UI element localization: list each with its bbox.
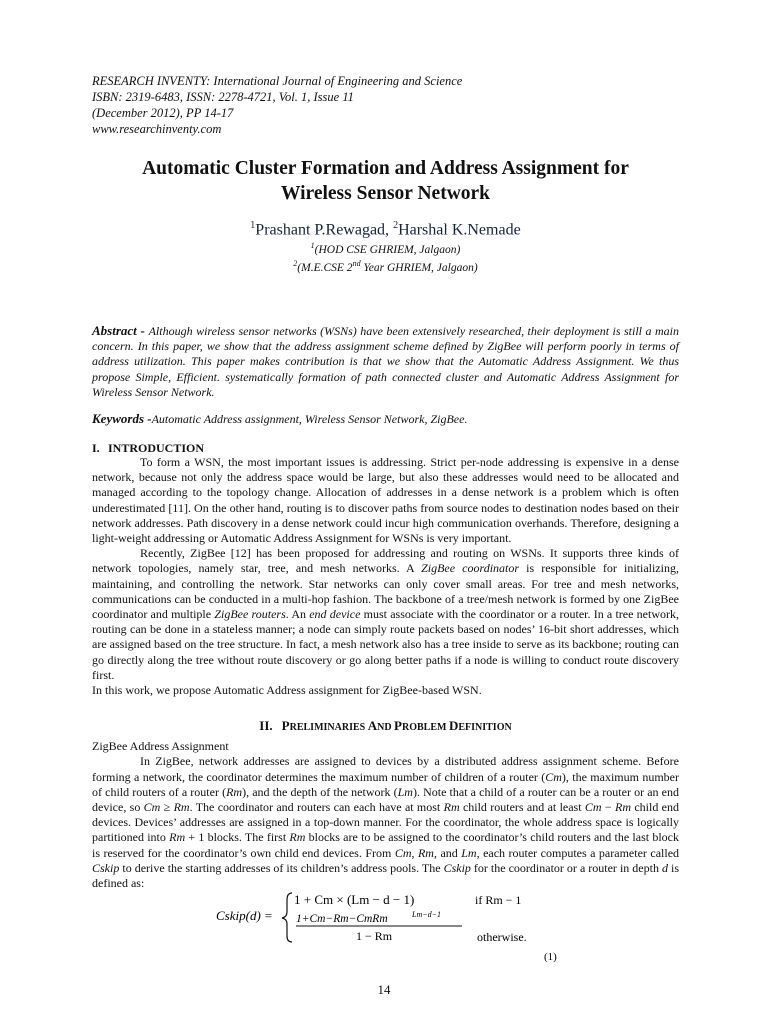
s2-text-o: to derive the starting addresses of its children’s address pools. The bbox=[119, 860, 444, 875]
s2-text-m: , and bbox=[433, 845, 462, 860]
subsection-title: ZigBee Address Assignment bbox=[92, 739, 229, 754]
affiliation-2 bbox=[92, 257, 679, 275]
intro-p2-text-d: must associate with the coordinator or a router. In a tree network, routing can be done in a stateless manner; a node can simply route packets based on nodes’ 16-bit short addresses, which are assigned based on the tree structure. In fact, a mesh network also has a tree inside to serve as its backbone; routing can go directly along the tree without route discovery or go along better paths if a node is willing to conduct route discovery first. bbox=[92, 607, 680, 682]
author-2-mark: 2 bbox=[393, 220, 399, 231]
heading-cap-a: A bbox=[367, 718, 378, 734]
heading-cap-d: D bbox=[448, 718, 459, 734]
journal-name: RESEARCH INVENTY: International Journal of Engineering and Science bbox=[92, 74, 463, 88]
var-cm: Cm bbox=[584, 800, 602, 815]
var-rm: Rm bbox=[289, 830, 306, 845]
paper-page bbox=[92, 73, 679, 891]
affiliation-2-text-b: Year GHRIEM, Jalgaon) bbox=[360, 261, 478, 274]
journal-header bbox=[92, 73, 679, 137]
equation-case-2-numerator: 1+Cm−Rm−CmRm bbox=[296, 913, 388, 925]
section-1-title: INTRODUCTION bbox=[108, 441, 205, 455]
affiliation-1 bbox=[92, 239, 679, 257]
var-cm: Cm bbox=[394, 845, 412, 860]
keywords bbox=[92, 411, 679, 427]
term-zigbee-routers: ZigBee routers bbox=[214, 607, 286, 622]
s2-text-n: , each router computes a parameter called bbox=[476, 845, 680, 860]
journal-url[interactable]: www.researchinventy.com bbox=[92, 122, 222, 136]
section-1-number: I. bbox=[92, 441, 100, 455]
page-number: 14 bbox=[377, 982, 391, 997]
s2-text-d: ). Note that a child of a router can be a router or an end device, so bbox=[92, 784, 679, 815]
affiliation-2-ordinal: nd bbox=[352, 259, 361, 269]
equation-case-2-exponent: Lm−d−1 bbox=[412, 910, 442, 919]
section-1-heading bbox=[92, 442, 679, 455]
term-zigbee-coordinator: ZigBee coordinator bbox=[421, 561, 520, 576]
var-rm: Rm bbox=[615, 800, 632, 815]
term-end-device: end device bbox=[309, 607, 361, 622]
affiliation-1-text: (HOD CSE GHRIEM, Jalgaon) bbox=[314, 244, 461, 257]
author-1-mark: 1 bbox=[250, 220, 256, 231]
var-cm: Cm bbox=[143, 800, 161, 815]
paper-title bbox=[92, 156, 679, 206]
s2-text-b: ), the maximum number of child routers of a router ( bbox=[92, 769, 679, 799]
var-rm: Rm bbox=[173, 800, 190, 815]
s2-text-l: , bbox=[411, 845, 418, 860]
var-cskip: Cskip bbox=[92, 860, 120, 875]
heading-cap-p2: P bbox=[394, 718, 402, 734]
section-2-number: II. bbox=[259, 718, 273, 734]
intro-paragraph-1: To form a WSN, the most important issues is addressing. Strict per-node addressing is expensive in a dense network, because not only the address space would be large, but also these addresses would need to be allocated and managed according to the topology change. Allocation of addresses in a dense network is a problem which is often underestimated [11]. On the other hand, routing is to discover paths from source nodes to destination nodes based on their network addresses. Path discovery in a dense network could incur high communication overhands. Therefore, designing a light-weight addressing or Automatic Address Assignment for WSNs is very important. bbox=[92, 455, 679, 546]
s2-text-f: . The coordinator and routers can each have at most bbox=[189, 800, 444, 815]
abstract-text: Although wireless sensor networks (WSNs) have been extensively researched, their deployment is still a main concern. In this paper, we show that the address assignment scheme defined by ZigBee will perform poorly in terms of address utilization. This paper makes contribution is that we show that the Automatic Address Assignment. We thus propose Simple, Efficient. systematically formation of path connected cluster and Automatic Address Assignment for Wireless Sensor Network. bbox=[92, 323, 679, 399]
s2-text-h: − bbox=[601, 800, 616, 815]
equation-brace bbox=[282, 893, 292, 942]
equation-case-2-denominator: 1 − Rm bbox=[356, 929, 393, 943]
equation-number: (1) bbox=[544, 951, 557, 963]
journal-issn: ISBN: 2319-6483, ISSN: 2278-4721, Vol. 1, Issue 11 bbox=[92, 90, 354, 104]
affiliation-2-mark: 2 bbox=[293, 259, 298, 269]
title-line-1: Automatic Cluster Formation and Address Assignment for bbox=[142, 158, 629, 179]
affiliation-1-mark: 1 bbox=[310, 241, 315, 251]
s2-text-j: + 1 blocks. The first bbox=[185, 830, 290, 845]
var-lm: Lm bbox=[397, 784, 413, 799]
author-list bbox=[92, 217, 679, 239]
var-d: d bbox=[661, 860, 668, 875]
equation-condition-1: if Rm − 1 bbox=[475, 893, 522, 907]
var-rm: Rm bbox=[443, 800, 460, 815]
heading-sc-4: EFINITION bbox=[458, 722, 512, 734]
var-cm: Cm bbox=[545, 769, 562, 784]
author-2: Harshal K.Nemade bbox=[398, 221, 521, 239]
intro-paragraph-2 bbox=[92, 546, 679, 683]
affiliation-2-text-a: (M.E.CSE 2 bbox=[297, 261, 353, 274]
heading-sc-2: ND bbox=[377, 722, 395, 734]
heading-cap-p: P bbox=[281, 718, 290, 734]
var-lm: Lm bbox=[461, 845, 477, 860]
heading-sc-1: RELIMINARIES bbox=[289, 722, 368, 734]
var-rm: Rm bbox=[226, 784, 243, 799]
keywords-text: Automatic Address assignment, Wireless Sensor Network, ZigBee. bbox=[151, 412, 468, 426]
author-1: Prashant P.Rewagad, bbox=[255, 221, 394, 239]
s2-text-q: is defined as: bbox=[92, 860, 679, 891]
s2-text-k: blocks are to be assigned to the coordinator’s child routers and the last block is reserved for the coordinator’s own child end devices. From bbox=[92, 830, 679, 860]
intro-p2-text-c: . An bbox=[285, 607, 310, 622]
keywords-label: Keywords - bbox=[92, 411, 152, 426]
s2-text-p: for the coordinator or a router in depth bbox=[470, 860, 662, 875]
cskip-equation bbox=[212, 870, 572, 965]
s2-text-c: ), and the depth of the network ( bbox=[242, 784, 398, 799]
s2-text-a: In ZigBee, network addresses are assigned to devices by a distributed address assignment scheme. Before forming a network, the coordinator determines the maximum number of children of a router ( bbox=[92, 754, 679, 784]
var-rm: Rm bbox=[169, 830, 186, 845]
journal-issue: (December 2012), PP 14-17 bbox=[92, 106, 234, 120]
title-line-2: Wireless Sensor Network bbox=[280, 183, 491, 204]
equation-lhs: Cskip(d) = bbox=[216, 908, 273, 923]
intro-p2-text-a: Recently, ZigBee [12] has been proposed for addressing and routing on WSNs. It supports three kinds of network topologies, namely star, tree, and mesh networks. A bbox=[92, 546, 679, 576]
intro-paragraph-3: In this work, we propose Automatic Address assignment for ZigBee-based WSN. bbox=[92, 683, 482, 698]
var-rm: Rm bbox=[417, 845, 434, 860]
section-2-heading bbox=[92, 718, 679, 734]
intro-p2-text-b: is responsible for initializing, maintaining, and controlling the network. Star networks can only cover small areas. For tree and mesh networks, communications can be conducted in a multi-hop fashion. The backbone of a tree/mesh network is formed by one ZigBee coordinator and multiple bbox=[92, 561, 679, 622]
equation-case-1: 1 + Cm × (Lm − d − 1) bbox=[294, 892, 415, 907]
abstract bbox=[92, 323, 679, 400]
equation-condition-2: otherwise. bbox=[477, 930, 527, 944]
s2-text-e: ≥ bbox=[160, 800, 174, 815]
heading-sc-3: ROBLEM bbox=[402, 722, 449, 734]
s2-text-i: child end devices. Devices’ addresses are assigned in a top-down manner. For the coordinator, the whole address space is logically partitioned into bbox=[92, 800, 680, 845]
s2-text-g: child routers and at least bbox=[459, 800, 585, 815]
abstract-label: Abstract - bbox=[92, 322, 149, 338]
var-cskip: Cskip bbox=[443, 860, 471, 875]
